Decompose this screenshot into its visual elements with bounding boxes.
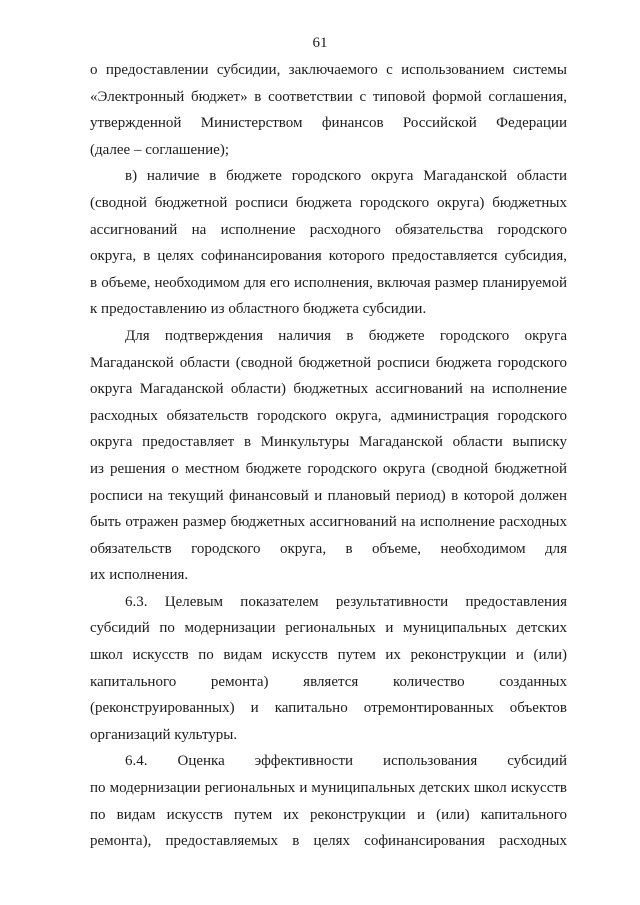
- text-line: ассигнований на исполнение расходного обязательства городского: [90, 221, 567, 238]
- text-line: утвержденной Министерством финансов Российской Федерации: [90, 115, 567, 132]
- text-line: о предоставлении субсидии, заключаемого с использованием системы: [90, 62, 567, 78]
- document-body: [90, 57, 567, 855]
- text-line: по модернизации региональных и муниципальных детских школ искусств: [90, 780, 567, 797]
- text-line: (сводной бюджетной росписи бюджета городского округа) бюджетных: [90, 194, 567, 211]
- text-line: субсидий по модернизации региональных и муниципальных детских: [90, 620, 567, 637]
- text-line: росписи на текущий финансовый и плановый период) в которой должен: [90, 487, 567, 504]
- paragraph: [90, 748, 567, 854]
- text-line: округа Магаданской области) бюджетных ассигнований на исполнение: [90, 381, 567, 398]
- text-line: «Электронный бюджет» в соответствии с типовой формой соглашения,: [90, 88, 567, 105]
- paragraph: [90, 57, 567, 163]
- text-line: их исполнения.: [90, 567, 189, 584]
- text-line: обязательств городского округа, в объеме, необходимом для: [90, 540, 567, 557]
- page-number: 61: [312, 35, 328, 51]
- text-line: по видам искусств путем их реконструкции и (или) капитального: [90, 806, 567, 823]
- text-line: в объеме, необходимом для его исполнения, включая размер планируемой: [90, 274, 567, 291]
- text-line: округа предоставляет в Минкультуры Магаданской области выписку: [90, 434, 567, 451]
- text-line: из решения о местном бюджете городского округа (сводной бюджетной: [90, 460, 567, 477]
- text-line: школ искусств по видам искусств путем их реконструкции и (или): [90, 647, 567, 664]
- text-line: к предоставлению из областного бюджета субсидии.: [90, 301, 427, 318]
- paragraph: [90, 323, 567, 589]
- text-line: расходных обязательств городского округа, администрация городского: [90, 407, 567, 424]
- text-line: организаций культуры.: [90, 726, 238, 743]
- text-line: в) наличие в бюджете городского округа Магаданской области: [125, 168, 567, 185]
- text-line: ремонта), предоставляемых в целях софинансирования расходных: [90, 833, 567, 850]
- text-line: (реконструированных) и капитально отремонтированных объектов: [90, 700, 567, 717]
- text-line: 6.4. Оценка эффективности использования субсидий: [125, 753, 567, 770]
- text-line: быть отражен размер бюджетных ассигнований на исполнение расходных: [90, 514, 567, 531]
- text-line: капитального ремонта) является количество созданных: [90, 673, 567, 690]
- text-line: Для подтверждения наличия в бюджете городского округа: [125, 327, 567, 344]
- text-line: 6.3. Целевым показателем результативности предоставления: [125, 593, 567, 610]
- text-line: (далее – соглашение);: [90, 141, 229, 158]
- text-line: Магаданской области (сводной бюджетной росписи бюджета городского: [90, 354, 567, 371]
- text-line: округа, в целях софинансирования которого предоставляется субсидия,: [90, 248, 567, 265]
- paragraph: [90, 589, 567, 749]
- paragraph: [90, 163, 567, 323]
